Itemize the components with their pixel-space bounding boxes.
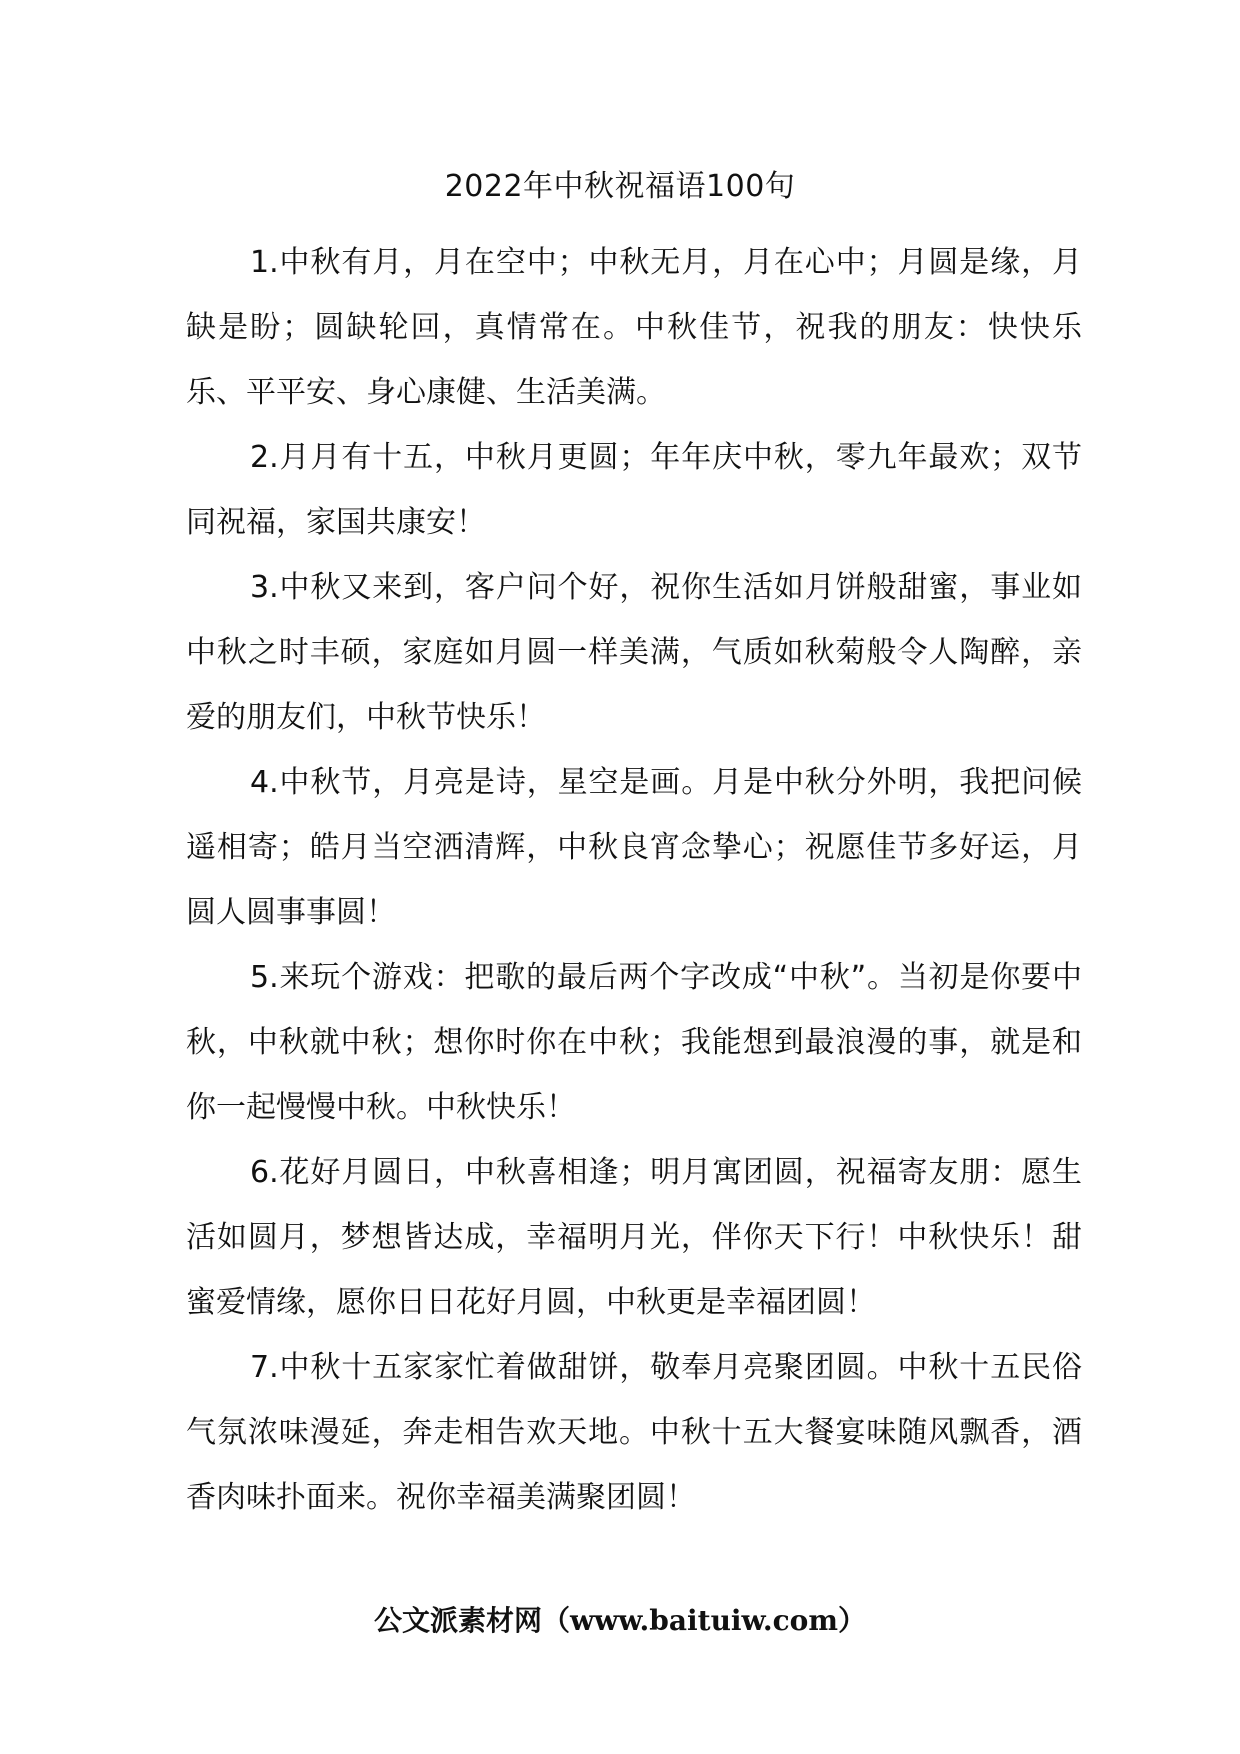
paragraph-1: 1.中秋有月，月在空中；中秋无月，月在心中；月圆是缘，月缺是盼；圆缺轮回，真情常在。中秋佳节，祝我的朋友：快快乐乐、平平安、身心康健、生活美满。 bbox=[186, 245, 1082, 410]
document-body bbox=[186, 230, 1082, 1530]
paragraph-3: 3.中秋又来到，客户问个好，祝你生活如月饼般甜蜜，事业如中秋之时丰硕，家庭如月圆一样美满，气质如秋菊般令人陶醉，亲爱的朋友们，中秋节快乐！ bbox=[186, 570, 1082, 735]
paragraph-2: 2.月月有十五，中秋月更圆；年年庆中秋，零九年最欢；双节同祝福，家国共康安！ bbox=[186, 440, 1082, 540]
document-title: 2022年中秋祝福语100句 bbox=[444, 169, 796, 204]
paragraph-6: 6.花好月圆日，中秋喜相逢；明月寓团圆，祝福寄友朋：愿生活如圆月，梦想皆达成，幸福明月光，伴你天下行！中秋快乐！甜蜜爱情缘，愿你日日花好月圆，中秋更是幸福团圆！ bbox=[186, 1155, 1082, 1320]
paragraph-4: 4.中秋节，月亮是诗，星空是画。月是中秋分外明，我把问候遥相寄；皓月当空洒清辉，中秋良宵念挚心；祝愿佳节多好运，月圆人圆事事圆！ bbox=[186, 765, 1082, 930]
footer-source: 公文派素材网（www.baituiw.com） bbox=[374, 1604, 866, 1637]
paragraph-5: 5.来玩个游戏：把歌的最后两个字改成“中秋”。当初是你要中秋，中秋就中秋；想你时你在中秋；我能想到最浪漫的事，就是和你一起慢慢中秋。中秋快乐！ bbox=[186, 960, 1082, 1125]
paragraph-7: 7.中秋十五家家忙着做甜饼，敬奉月亮聚团圆。中秋十五民俗气氛浓味漫延，奔走相告欢天地。中秋十五大餐宴味随风飘香，酒香肉味扑面来。祝你幸福美满聚团圆！ bbox=[186, 1350, 1082, 1515]
